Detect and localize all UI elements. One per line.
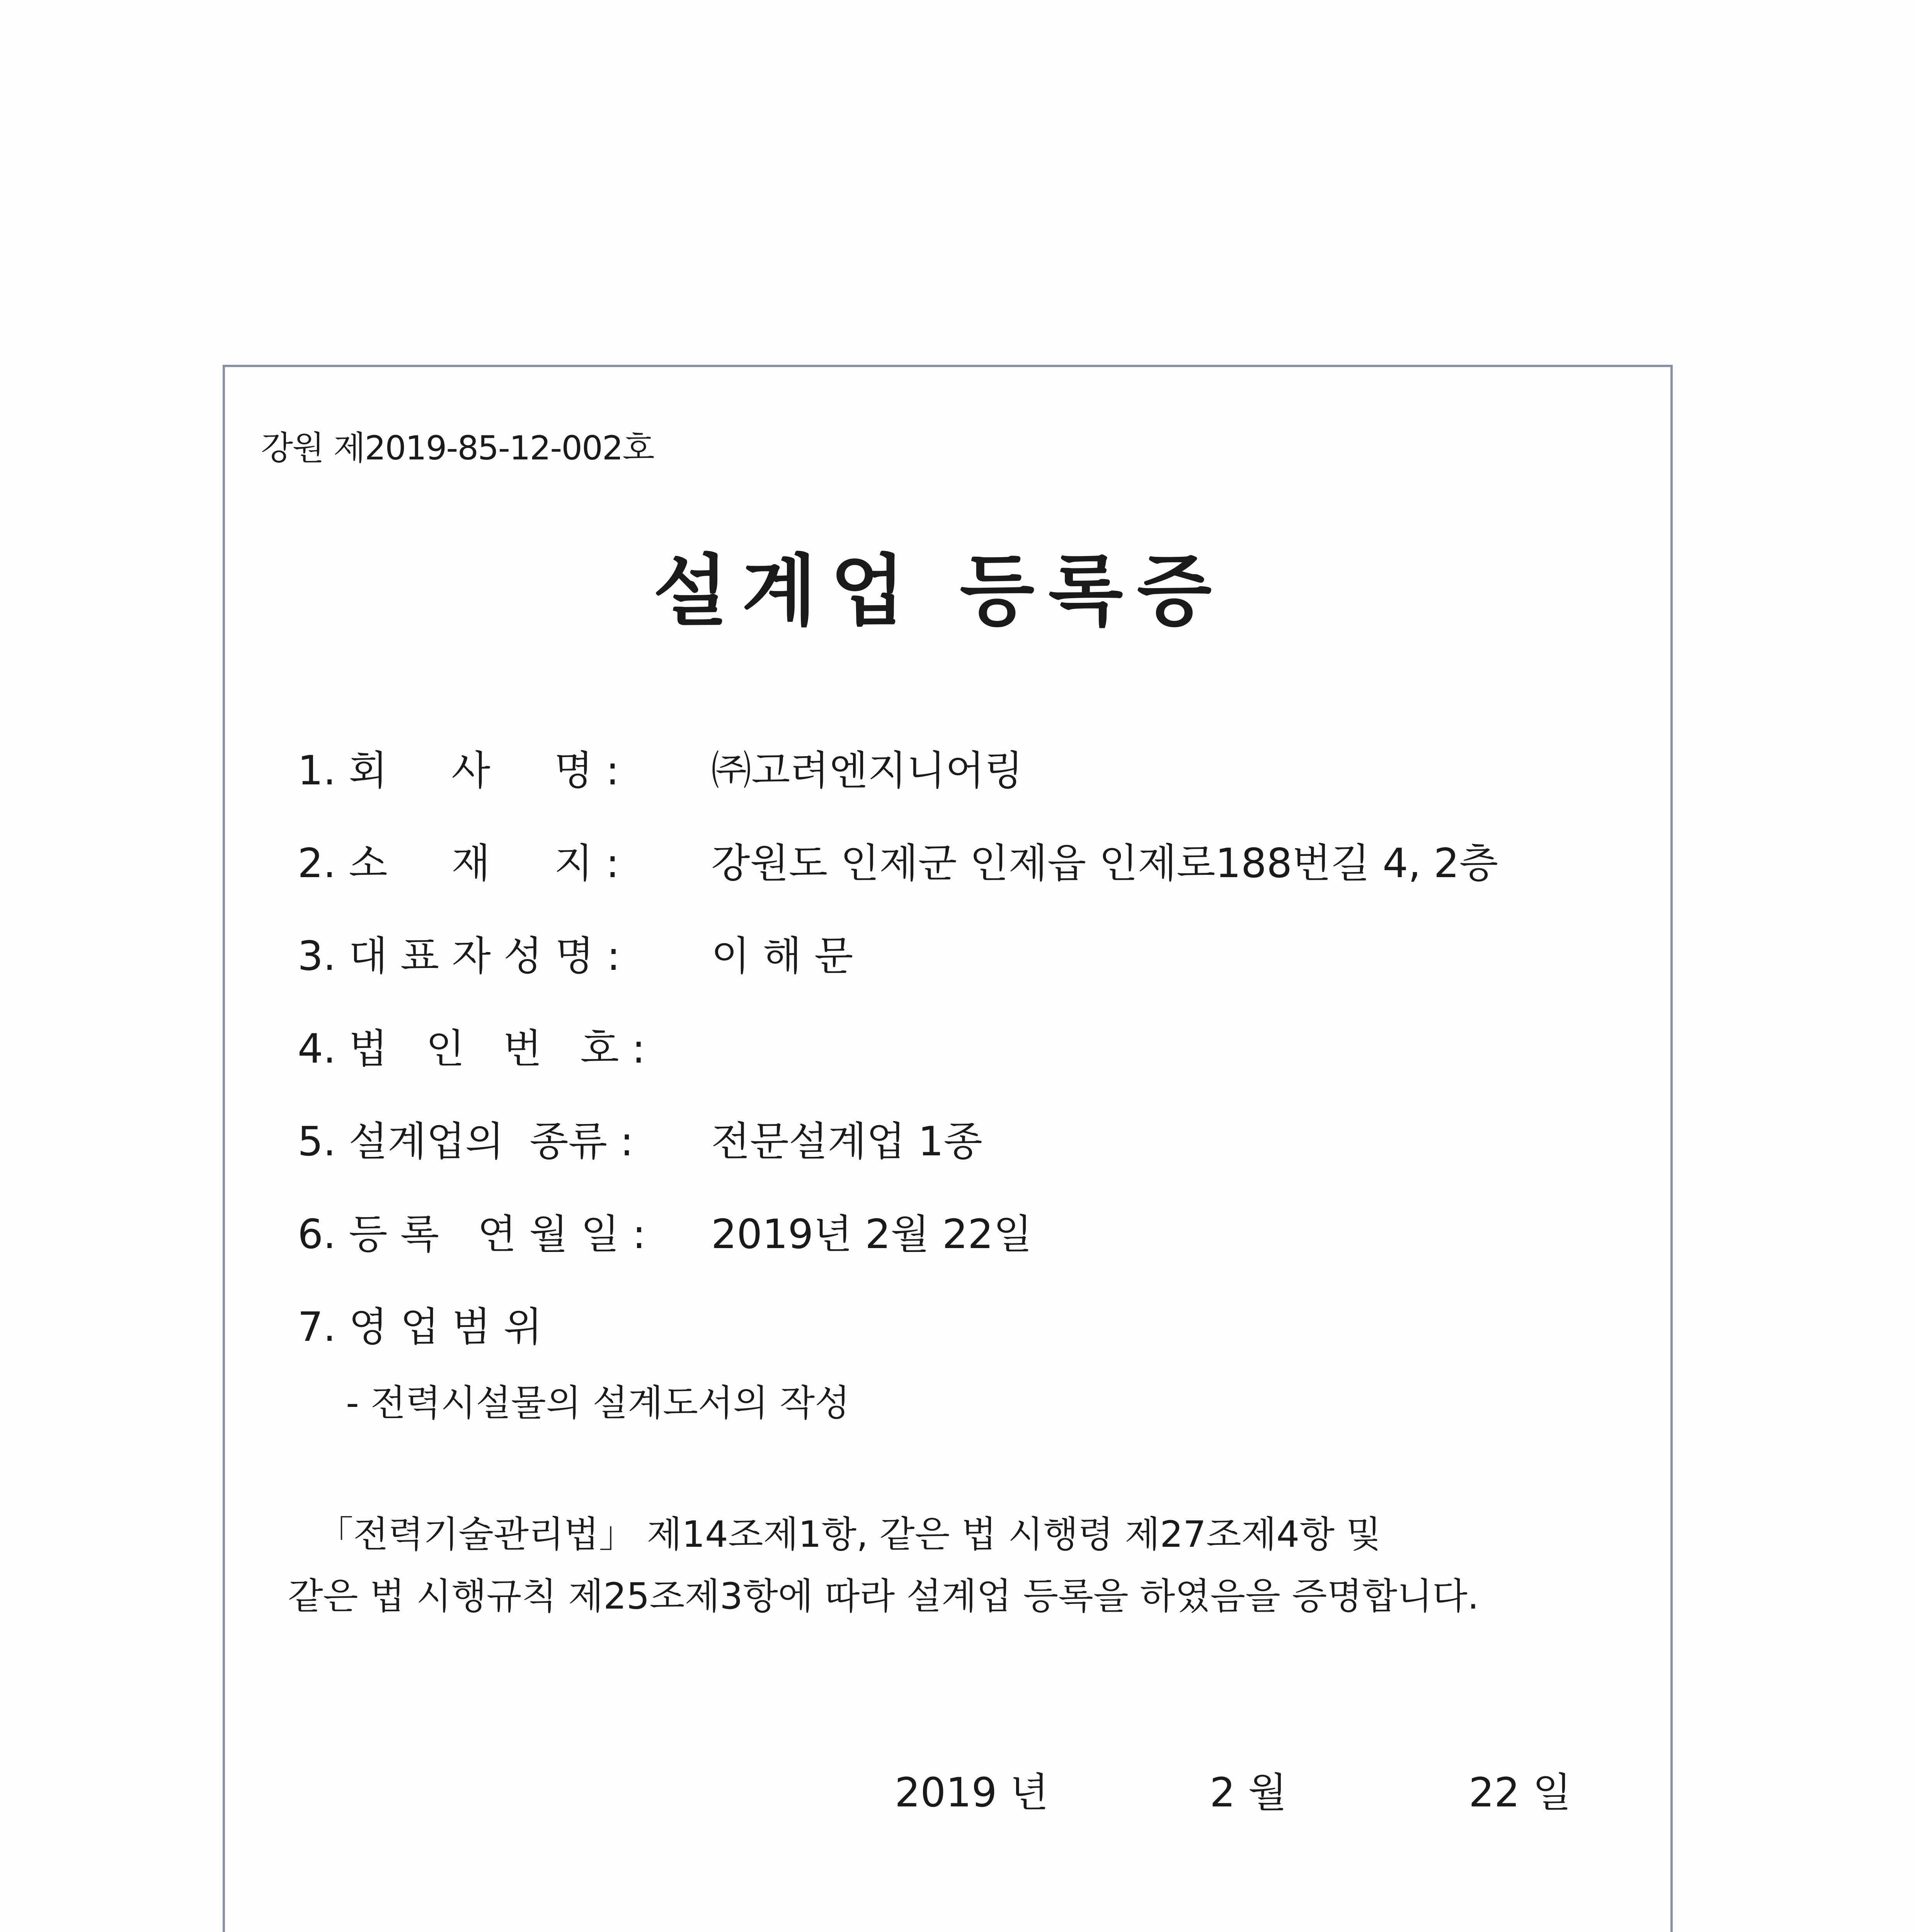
field-value-representative: 이 해 문 [711,932,853,980]
issue-date-year: 2019 년 [895,1769,1049,1816]
field-label-corporate-number: 4. 법 인 번 호 : [298,1025,645,1072]
field-label-business-type: 5. 설계업의 종류 : [298,1118,634,1165]
statement-line-1: 「전력기술관리법」 제14조제1항, 같은 법 시행령 제27조제4항 및 [317,1514,1381,1556]
field-value-address: 강원도 인제군 인제읍 인제로188번길 4, 2층 [711,840,1498,887]
registration-number: 강원 제2019-85-12-002호 [261,429,654,468]
statement-line-2: 같은 법 시행규칙 제25조제3항에 따라 설계업 등록을 하였음을 증명합니다. [288,1575,1479,1617]
field-label-address: 2. 소 재 지 : [298,840,620,887]
scope-heading: 7. 영 업 범 위 [298,1303,543,1350]
issue-date-month: 2 월 [1210,1769,1287,1816]
scope-item: - 전력시설물의 설계도서의 작성 [346,1382,850,1424]
field-value-registration-date: 2019년 2월 22일 [711,1211,1032,1258]
field-label-company: 1. 회 사 명 : [298,747,620,794]
issue-date-day: 22 일 [1469,1769,1571,1816]
field-label-representative: 3. 대 표 자 성 명 : [298,932,620,980]
field-label-registration-date: 6. 등 록 연 월 일 : [298,1211,646,1258]
field-value-business-type: 전문설계업 1종 [711,1118,983,1165]
field-value-company: ㈜고려엔지니어링 [711,747,1023,794]
document-title: 설계업 등록증 [653,546,1226,636]
